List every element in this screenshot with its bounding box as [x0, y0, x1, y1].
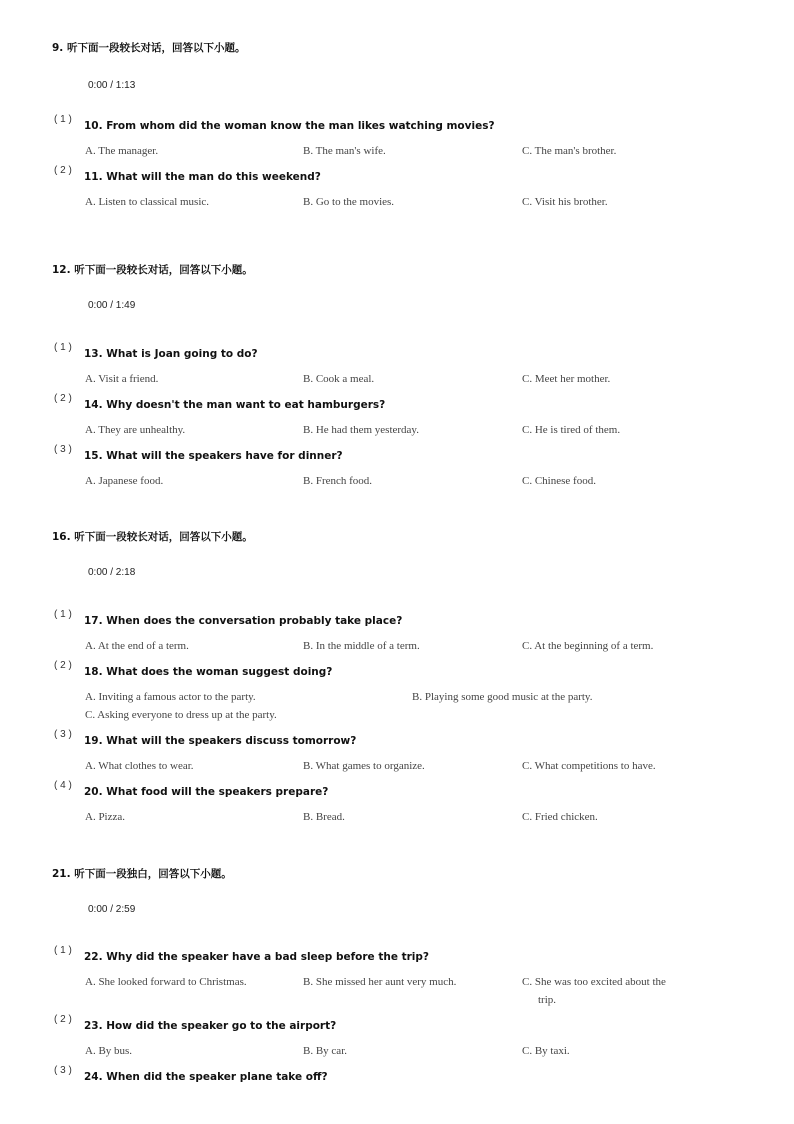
option-b[interactable]: B. Cook a meal.: [303, 373, 375, 385]
question-number: ( 3 ): [54, 729, 72, 740]
option-a[interactable]: A. Pizza.: [85, 811, 126, 823]
question-text: 14. Why doesn't the man want to eat hamburgers?: [84, 399, 386, 411]
question-text: 23. How did the speaker go to the airport?: [84, 1020, 337, 1032]
option-c[interactable]: C. He is tired of them.: [522, 424, 621, 436]
question-text: 10. From whom did the woman know the man likes watching movies?: [84, 120, 495, 132]
option-c[interactable]: C. Asking everyone to dress up at the party.: [85, 709, 277, 721]
option-c[interactable]: C. Chinese food.: [522, 475, 596, 487]
question-number: ( 2 ): [54, 1014, 72, 1025]
option-a[interactable]: A. At the end of a term.: [85, 640, 189, 652]
option-a[interactable]: A. The manager.: [85, 145, 159, 157]
question-number: ( 3 ): [54, 1065, 72, 1076]
option-b[interactable]: B. The man's wife.: [303, 145, 386, 157]
option-b[interactable]: B. What games to organize.: [303, 760, 425, 772]
question-text: 18. What does the woman suggest doing?: [84, 666, 333, 678]
option-a[interactable]: A. Listen to classical music.: [85, 196, 210, 208]
question-number: ( 2 ): [54, 165, 72, 176]
audio-player-time[interactable]: 0:00 / 1:13: [88, 80, 136, 91]
option-a[interactable]: A. Inviting a famous actor to the party.: [85, 691, 256, 703]
question-text: 24. When did the speaker plane take off?: [84, 1071, 328, 1083]
section-title: 16. 听下面一段较长对话，回答以下小题。: [52, 531, 253, 543]
question-number: ( 1 ): [54, 114, 72, 125]
option-c[interactable]: C. Fried chicken.: [522, 811, 598, 823]
option-b[interactable]: B. French food.: [303, 475, 373, 487]
option-b[interactable]: B. Go to the movies.: [303, 196, 395, 208]
option-a[interactable]: A. Japanese food.: [85, 475, 164, 487]
option-a[interactable]: A. They are unhealthy.: [85, 424, 186, 436]
option-b[interactable]: B. He had them yesterday.: [303, 424, 419, 436]
option-c[interactable]: C. What competitions to have.: [522, 760, 656, 772]
option-a[interactable]: A. What clothes to wear.: [85, 760, 194, 772]
option-a[interactable]: A. She looked forward to Christmas.: [85, 976, 247, 988]
option-c[interactable]: C. Meet her mother.: [522, 373, 611, 385]
question-text: 11. What will the man do this weekend?: [84, 171, 321, 183]
option-c[interactable]: C. By taxi.: [522, 1045, 570, 1057]
option-c[interactable]: C. At the beginning of a term.: [522, 640, 654, 652]
audio-player-time[interactable]: 0:00 / 2:18: [88, 567, 136, 578]
question-text: 13. What is Joan going to do?: [84, 348, 258, 360]
question-number: ( 1 ): [54, 342, 72, 353]
question-text: 15. What will the speakers have for dinner?: [84, 450, 343, 462]
option-c[interactable]: C. She was too excited about the: [522, 976, 666, 988]
option-a[interactable]: A. Visit a friend.: [85, 373, 159, 385]
audio-player-time[interactable]: 0:00 / 2:59: [88, 904, 136, 915]
question-number: ( 2 ): [54, 393, 72, 404]
section-title: 21. 听下面一段独白，回答以下小题。: [52, 868, 232, 880]
audio-player-time[interactable]: 0:00 / 1:49: [88, 300, 136, 311]
option-c-continuation: trip.: [538, 994, 557, 1006]
option-c[interactable]: C. Visit his brother.: [522, 196, 608, 208]
option-b[interactable]: B. Bread.: [303, 811, 345, 823]
option-b[interactable]: B. Playing some good music at the party.: [412, 691, 593, 703]
question-text: 19. What will the speakers discuss tomorrow?: [84, 735, 357, 747]
question-number: ( 4 ): [54, 780, 72, 791]
section-title: 9. 听下面一段较长对话，回答以下小题。: [52, 42, 246, 54]
question-number: ( 1 ): [54, 609, 72, 620]
question-text: 20. What food will the speakers prepare?: [84, 786, 329, 798]
option-b[interactable]: B. She missed her aunt very much.: [303, 976, 457, 988]
question-number: ( 2 ): [54, 660, 72, 671]
question-text: 17. When does the conversation probably take place?: [84, 615, 403, 627]
section-title: 12. 听下面一段较长对话，回答以下小题。: [52, 264, 253, 276]
question-number: ( 1 ): [54, 945, 72, 956]
question-text: 22. Why did the speaker have a bad sleep before the trip?: [84, 951, 430, 963]
option-b[interactable]: B. By car.: [303, 1045, 347, 1057]
option-c[interactable]: C. The man's brother.: [522, 145, 617, 157]
option-b[interactable]: B. In the middle of a term.: [303, 640, 420, 652]
question-number: ( 3 ): [54, 444, 72, 455]
option-a[interactable]: A. By bus.: [85, 1045, 133, 1057]
